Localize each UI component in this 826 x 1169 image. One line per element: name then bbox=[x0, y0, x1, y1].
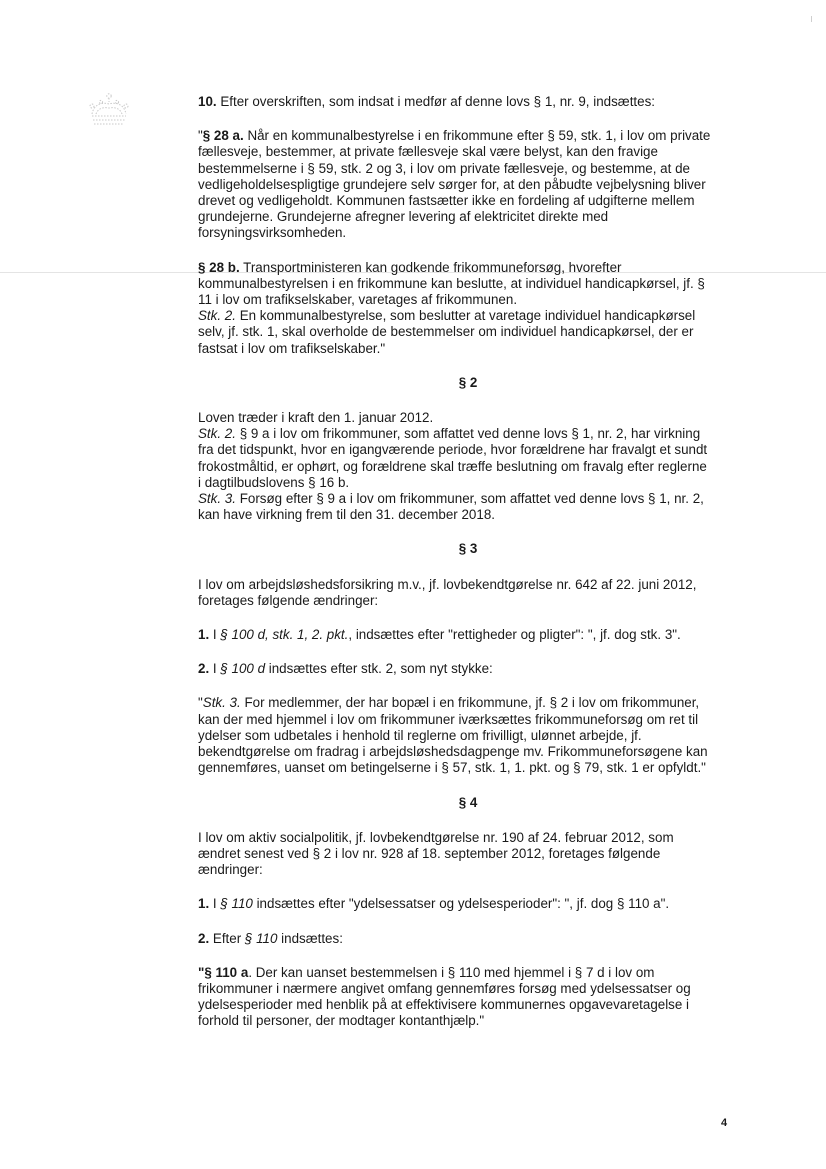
item-reference: § 100 d bbox=[220, 661, 266, 677]
text-line: bekendtgørelse om fradrag i arbejdsløshedsdagpenge mv. Frikommuneforsøgene kan bbox=[198, 744, 708, 760]
stk-text: § 9 a i lov om frikommuner, som affattet ved denne lovs § 1, nr. 2, har virkning bbox=[235, 426, 701, 442]
section-3-stk-3 bbox=[198, 695, 738, 776]
text-line: 11 i lov om trafikselskaber, varetages af frikommunen. bbox=[198, 292, 518, 308]
text-line: foretages følgende ændringer: bbox=[198, 592, 379, 608]
item-text: I bbox=[209, 896, 221, 912]
item-text: I bbox=[209, 661, 221, 677]
item-number: 10. bbox=[198, 94, 217, 109]
section-heading-2: § 2 bbox=[458, 374, 478, 390]
section-heading-4: § 4 bbox=[458, 794, 478, 810]
crown-logo-icon bbox=[86, 92, 132, 132]
section-3-item-2 bbox=[198, 661, 738, 677]
text-line: drevet og vedligeholdt. Kommunen fastsætter ikke en fordeling af udgifterne mellem bbox=[198, 193, 695, 209]
text-line: ændringer: bbox=[198, 862, 263, 878]
item-number: 2. bbox=[198, 661, 210, 677]
item-reference: § 100 d, stk. 1, 2. pkt. bbox=[220, 627, 349, 643]
stk-text: For medlemmer, der har bopæl i en frikommune, jf. § 2 i lov om frikommuner, bbox=[240, 695, 700, 711]
text-line: kan der med hjemmel i lov om frikommuner iværksættes frikommuneforsøg om ret til bbox=[198, 711, 699, 727]
text-line: ændret senest ved § 2 i lov nr. 928 af 18. september 2012, foretages følgende bbox=[198, 845, 661, 861]
text-line: frikommuner i nærmere angivet omfang gennemføres forsøg med ydelsessatser og bbox=[198, 980, 691, 996]
text-line: Loven træder i kraft den 1. januar 2012. bbox=[198, 410, 434, 426]
text-line: kan have virkning frem til den 31. december 2018. bbox=[198, 507, 495, 523]
item-text: I bbox=[209, 627, 221, 643]
text-line: grundejerne. Grundejerne afregner levering af elektricitet direkte med bbox=[198, 209, 609, 225]
text-line: gennemføres, uanset om betingelserne i § 57, stk. 1, 1. pkt. og § 79, stk. 1 er opfyldt." bbox=[198, 760, 706, 776]
item-number: 1. bbox=[198, 896, 210, 912]
quote-open: " bbox=[198, 128, 203, 144]
text-line: i dagtilbudslovens § 16 b. bbox=[198, 474, 350, 490]
amendment-item-10 bbox=[198, 94, 738, 110]
item-text: Efter bbox=[209, 930, 245, 946]
item-text: indsættes efter stk. 2, som nyt stykke: bbox=[265, 661, 493, 677]
quote-open: " bbox=[198, 964, 205, 980]
section-3-item-1 bbox=[198, 627, 738, 643]
section-28b bbox=[198, 260, 738, 357]
text-line: frokostmåltid, er ophørt, og forældrene skal træffe beslutning om fravalg efter reglerne bbox=[198, 458, 707, 474]
item-number: 2. bbox=[198, 930, 210, 946]
document-body bbox=[198, 94, 738, 1030]
item-text: indsættes efter "ydelsessatser og ydelsesperioder": ", jf. dog § 110 a". bbox=[252, 896, 670, 912]
text-line: I lov om arbejdsløshedsforsikring m.v., jf. lovbekendtgørelse nr. 642 af 22. juni 2012, bbox=[198, 576, 697, 592]
section-110a bbox=[198, 965, 738, 1030]
section-4-item-2 bbox=[198, 931, 738, 947]
section-28a bbox=[198, 128, 738, 241]
text-line: I lov om aktiv socialpolitik, jf. lovbekendtgørelse nr. 190 af 24. februar 2012, som bbox=[198, 829, 674, 845]
item-reference: § 110 bbox=[244, 930, 278, 946]
text-line: fra det tidspunkt, hvor en igangværende periode, hvor forældrene har fravalgt et sundt bbox=[198, 442, 708, 458]
section-3-intro bbox=[198, 577, 738, 609]
text-line: fastsat i lov om trafikselskaber." bbox=[198, 340, 386, 356]
text-line: bestemmelserne i § 59, stk. 2 og 3, i lov om private fællesveje, og bestemme, at de bbox=[198, 160, 690, 176]
scan-artifact-mark bbox=[811, 16, 812, 22]
quote-open: " bbox=[198, 695, 203, 711]
stk-label: Stk. 2. bbox=[198, 308, 236, 324]
item-number: 1. bbox=[198, 627, 210, 643]
section-text: Transportministeren kan godkende frikommuneforsøg, hvorefter bbox=[239, 259, 622, 275]
text-line: ydelser som udbetales i henhold til reglerne om frivilligt, ulønnet arbejde, jf. bbox=[198, 727, 642, 743]
stk-label: Stk. 3. bbox=[202, 695, 241, 711]
text-line: fællesveje, bestemmer, at private fællesveje skal være belyst, kan den fravige bbox=[198, 144, 658, 160]
section-title: § 28 b. bbox=[198, 259, 240, 275]
text-line: forhold til personer, der modtager kontanthjælp." bbox=[198, 1013, 485, 1029]
stk-label: Stk. 3. bbox=[198, 491, 236, 507]
stk-text: En kommunalbestyrelse, som beslutter at varetage individuel handicapkørsel bbox=[235, 308, 696, 324]
text-line: selv, jf. stk. 1, skal overholde de bestemmelser om individuel handicapkørsel, der er bbox=[198, 324, 694, 340]
stk-text: Forsøg efter § 9 a i lov om frikommuner, som affattet ved denne lovs § 1, nr. 2, bbox=[235, 491, 704, 507]
section-2-body bbox=[198, 410, 738, 523]
page-number: 4 bbox=[721, 1117, 728, 1129]
section-text: Når en kommunalbestyrelse i en frikommune efter § 59, stk. 1, i lov om private bbox=[243, 128, 711, 144]
section-4-intro bbox=[198, 830, 738, 879]
item-text: indsættes: bbox=[277, 930, 343, 946]
section-text: . Der kan uanset bestemmelsen i § 110 med hjemmel i § 7 d i lov om bbox=[248, 964, 655, 980]
text-line: vedligeholdelsespligtige grundejere selv sørger for, at den påbudte vejbelysning bliver bbox=[198, 176, 706, 192]
section-title: § 28 a. bbox=[202, 128, 244, 144]
text-line: ydelsesperioder med henblik på at effektivisere kommunernes opgavevaretagelse i bbox=[198, 997, 690, 1013]
section-4-item-1 bbox=[198, 896, 738, 912]
text-line: kommunalbestyrelsen i en frikommune kan beslutte, at individuel handicapkørsel, jf. § bbox=[198, 275, 705, 291]
item-text: Efter overskriften, som indsat i medfør af denne lovs § 1, nr. 9, indsættes: bbox=[216, 94, 655, 109]
text-line: forsyningsvirksomheden. bbox=[198, 225, 347, 241]
stk-label: Stk. 2. bbox=[198, 426, 236, 442]
section-heading-3: § 3 bbox=[458, 541, 478, 557]
section-title: § 110 a bbox=[204, 964, 249, 980]
item-text: , indsættes efter "rettigheder og pligter": ", jf. dog stk. 3". bbox=[348, 627, 681, 643]
item-reference: § 110 bbox=[220, 896, 253, 912]
